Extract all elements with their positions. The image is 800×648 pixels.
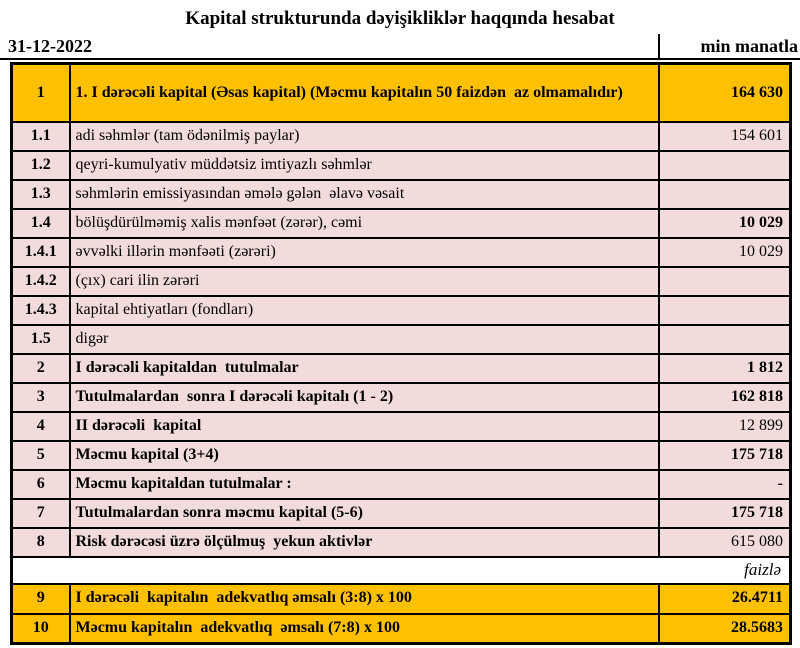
table-row-9 [12, 584, 791, 614]
capital-structure-table [10, 62, 792, 645]
table-row-7 [12, 499, 791, 528]
unit-label: min manatla [658, 34, 800, 58]
row-label-cell: I dərəcəli kapitaldan tutulmalar [70, 354, 659, 383]
row-label-cell: əvvəlki illərin mənfəəti (zərəri) [70, 238, 659, 267]
row-number-cell: 10 [12, 614, 70, 644]
row-value-cell [659, 180, 791, 209]
row-value-cell: 615 080 [659, 528, 791, 557]
row-number-cell: 1.5 [12, 325, 70, 354]
row-number-cell: 1 [12, 64, 70, 122]
row-label-cell: kapital ehtiyatları (fondları) [70, 296, 659, 325]
table-row-1-1 [12, 122, 791, 151]
row-number-cell: 6 [12, 470, 70, 499]
row-number-cell: 4 [12, 412, 70, 441]
table-row-3 [12, 383, 791, 412]
row-label-cell: II dərəcəli kapital [70, 412, 659, 441]
row-value-cell: 164 630 [659, 64, 791, 122]
table-row-1-3 [12, 180, 791, 209]
row-value-cell: 162 818 [659, 383, 791, 412]
table-row-2 [12, 354, 791, 383]
row-value-cell: 10 029 [659, 209, 791, 238]
row-label-cell: adi səhmlər (tam ödənilmiş paylar) [70, 122, 659, 151]
row-number-cell: 1.4.3 [12, 296, 70, 325]
row-label-cell: Risk dərəcəsi üzrə ölçülmuş yekun aktivlər [70, 528, 659, 557]
table-row-1-4-3 [12, 296, 791, 325]
row-value-cell [659, 267, 791, 296]
row-label-cell: 1. I dərəcəli kapital (Əsas kapital) (Məcmu kapitalın 50 faizdən az olmamalıdır) [70, 64, 659, 122]
report-date: 31-12-2022 [8, 36, 92, 56]
row-label-cell: Tutulmalardan sonra I dərəcəli kapitalı (1 - 2) [70, 383, 659, 412]
table-row-1 [12, 64, 791, 122]
row-number-cell: 1.4.1 [12, 238, 70, 267]
row-number-cell: 2 [12, 354, 70, 383]
table-row-1-4-1 [12, 238, 791, 267]
row-label-cell: Məcmu kapitaldan tutulmalar : [70, 470, 659, 499]
row-value-cell [659, 296, 791, 325]
row-value-cell: 12 899 [659, 412, 791, 441]
row-label-cell: Tutulmalardan sonra məcmu kapital (5-6) [70, 499, 659, 528]
row-value-cell: 175 718 [659, 499, 791, 528]
row-value-cell: - [659, 470, 791, 499]
row-label-cell: bölüşdürülməmiş xalis mənfəət (zərər), cəmi [70, 209, 659, 238]
row-label-cell: səhmlərin emissiyasından əmələ gələn əlavə vəsait [70, 180, 659, 209]
row-label-cell: qeyri-kumulyativ müddətsiz imtiyazlı səhmlər [70, 151, 659, 180]
row-label-cell: I dərəcəli kapitalın adekvatlıq əmsalı (3:8) x 100 [70, 584, 659, 614]
row-value-cell: 26.4711 [659, 584, 791, 614]
row-number-cell: 7 [12, 499, 70, 528]
row-number-cell: 5 [12, 441, 70, 470]
row-value-cell: 1 812 [659, 354, 791, 383]
table-row-1-4-2 [12, 267, 791, 296]
table-row-6 [12, 470, 791, 499]
table-row-5 [12, 441, 791, 470]
table-row-1-5 [12, 325, 791, 354]
row-value-cell: 10 029 [659, 238, 791, 267]
row-number-cell: 1.4.2 [12, 267, 70, 296]
row-label-cell: digər [70, 325, 659, 354]
row-number-cell: 1.3 [12, 180, 70, 209]
percent-unit-row [12, 557, 791, 584]
row-label-cell: Məcmu kapital (3+4) [70, 441, 659, 470]
table-header [0, 32, 800, 60]
row-number-cell: 1.1 [12, 122, 70, 151]
table-row-8 [12, 528, 791, 557]
row-number-cell: 1.2 [12, 151, 70, 180]
row-number-cell: 3 [12, 383, 70, 412]
row-value-cell: 175 718 [659, 441, 791, 470]
row-value-cell [659, 151, 791, 180]
table-row-4 [12, 412, 791, 441]
row-number-cell: 9 [12, 584, 70, 614]
table-row-1-2 [12, 151, 791, 180]
row-label-cell: (çıx) cari ilin zərəri [70, 267, 659, 296]
row-value-cell: 154 601 [659, 122, 791, 151]
row-value-cell: 28.5683 [659, 614, 791, 644]
row-value-cell [659, 325, 791, 354]
row-number-cell: 1.4 [12, 209, 70, 238]
page-title: Kapital strukturunda dəyişikliklər haqqında hesabat [185, 8, 615, 29]
percent-unit-label: faizlə [12, 557, 791, 584]
table-row-1-4 [12, 209, 791, 238]
row-number-cell: 8 [12, 528, 70, 557]
table-row-10 [12, 614, 791, 644]
row-label-cell: Məcmu kapitalın adekvatlıq əmsalı (7:8) x 100 [70, 614, 659, 644]
